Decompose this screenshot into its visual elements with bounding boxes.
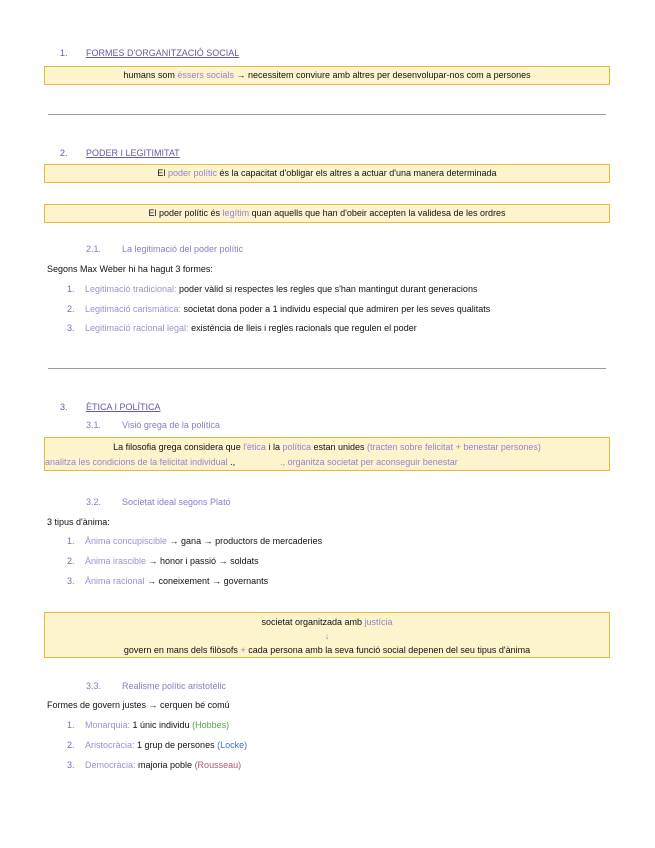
definition-box-legitim: El poder polític és legítim quan aquells que han d'obeir accepten la validesa de les ordres bbox=[44, 204, 610, 223]
section-1-number: 1. bbox=[60, 48, 68, 58]
plato-line-3: govern en mans dels filòsofs + cada persona amb la seva funció social depenen del seu tipus d'ànima bbox=[123, 645, 531, 655]
subsection-3-3-number: 3.3. bbox=[86, 681, 102, 691]
formes-intro: Formes de govern justes → cerquen bé comú bbox=[47, 700, 230, 710]
list-item: 3. Democràcia: majoria poble (Rousseau) bbox=[67, 760, 242, 770]
list-item: 1. Ànima concupiscible → gana → productors de mercaderies bbox=[67, 536, 323, 546]
grega-line-2: analitza les condicions de la felicitat individual ., ., organitza societat per aconseguir benestar bbox=[45, 457, 458, 467]
section-3-number: 3. bbox=[60, 402, 68, 412]
weber-intro: Segons Max Weber hi ha hagut 3 formes: bbox=[47, 264, 213, 274]
section-1-title: FORMES D'ORGANITZACIÓ SOCIAL bbox=[86, 48, 240, 58]
list-item: 2. Legitimació carismàtica: societat dona poder a 1 individu especial que admiren per les seves qualitats bbox=[67, 304, 491, 314]
section-2-title: PODER I LEGITIMITAT bbox=[86, 148, 180, 158]
grega-line-1: La filosofia grega considera que l'ètica i la política estan unides (tracten sobre felicitat + benestar persones) bbox=[113, 442, 541, 452]
section-2-number: 2. bbox=[60, 148, 68, 158]
definition-box-grega bbox=[44, 437, 610, 471]
list-item: 3. Ànima racional → coneixement → governants bbox=[67, 576, 269, 586]
list-item: 3. Legitimació racional legal: existència de lleis i regles racionals que regulen el poder bbox=[67, 323, 417, 333]
subsection-3-2-number: 3.2. bbox=[86, 497, 102, 507]
list-item: 2. Aristocràcia: 1 grup de persones (Locke) bbox=[67, 740, 248, 750]
definition-box-social: humans som éssers socials → necessitem conviure amb altres per desenvolupar-nos com a persones bbox=[44, 66, 610, 85]
subsection-2-1-title: La legitimació del poder polític bbox=[122, 244, 244, 254]
subsection-3-3-title: Realisme polític aristotèlic bbox=[122, 681, 227, 691]
plato-line-1: societat organitzada amb justícia bbox=[261, 617, 393, 627]
definition-box-plato bbox=[44, 612, 610, 658]
list-item: 2. Ànima irascible → honor i passió → soldats bbox=[67, 556, 259, 566]
section-3-title: ÈTICA I POLÍTICA bbox=[86, 402, 161, 412]
list-item: 1. Monarquia: 1 únic individu (Hobbes) bbox=[67, 720, 230, 730]
definition-box-poder: El poder polític és la capacitat d'obligar els altres a actuar d'una manera determinada bbox=[44, 164, 610, 183]
subsection-3-2-title: Societat ideal segons Plató bbox=[122, 497, 231, 507]
subsection-3-1-title: Visió grega de la política bbox=[122, 420, 220, 430]
divider-2 bbox=[48, 368, 606, 369]
list-item: 1. Legitimació tradicional: poder vàlid si respectes les regles que s'han mantingut durant generacions bbox=[67, 284, 478, 294]
divider-1 bbox=[48, 114, 606, 115]
subsection-2-1-number: 2.1. bbox=[86, 244, 102, 254]
down-arrow-icon: ↓ bbox=[324, 631, 330, 641]
anima-intro: 3 tipus d'ànima: bbox=[47, 517, 110, 527]
subsection-3-1-number: 3.1. bbox=[86, 420, 102, 430]
